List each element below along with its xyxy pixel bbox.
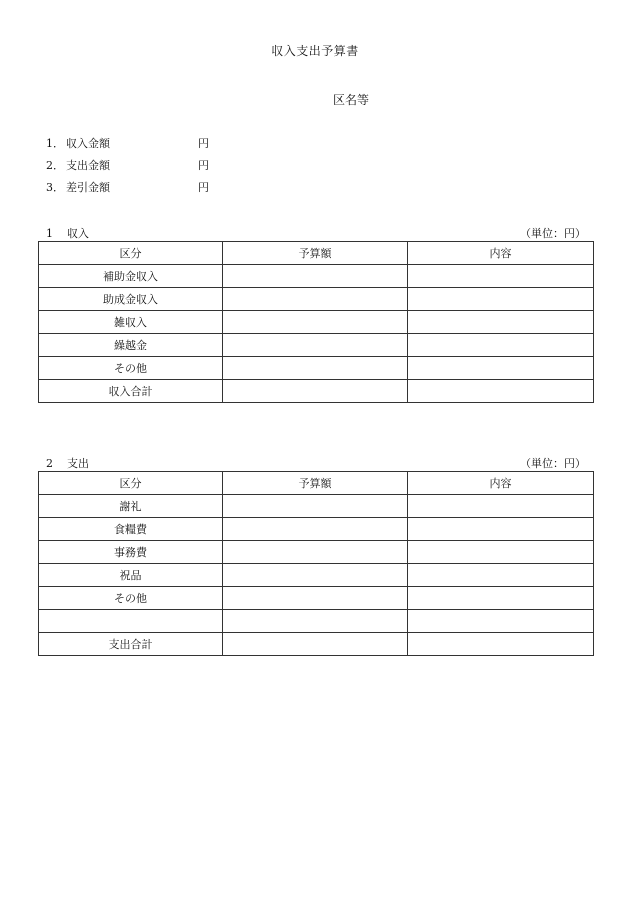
- table-row: [39, 495, 594, 518]
- details-cell[interactable]: [408, 334, 594, 357]
- budget-cell[interactable]: [223, 288, 408, 311]
- budget-cell[interactable]: [223, 334, 408, 357]
- column-header-details: 内容: [408, 472, 594, 495]
- budget-cell[interactable]: [223, 311, 408, 334]
- row-category: 繰越金: [39, 334, 223, 357]
- table-row: [39, 564, 594, 587]
- section-title: 収入: [67, 227, 89, 240]
- expense-table: [38, 471, 594, 656]
- table-header-row: [39, 472, 594, 495]
- details-cell[interactable]: [408, 357, 594, 380]
- expense-section-heading: [46, 455, 586, 471]
- budget-cell[interactable]: [223, 564, 408, 587]
- row-category: その他: [39, 587, 223, 610]
- section-number: 1: [46, 227, 53, 240]
- section-number: 2: [46, 457, 53, 470]
- details-cell[interactable]: [408, 541, 594, 564]
- details-cell[interactable]: [408, 380, 594, 403]
- summary-unit: 円: [198, 181, 209, 194]
- row-category: 謝礼: [39, 495, 223, 518]
- details-cell[interactable]: [408, 265, 594, 288]
- unit-note: （単位：円）: [520, 457, 586, 470]
- details-cell[interactable]: [408, 633, 594, 656]
- section-title: 支出: [67, 457, 89, 470]
- table-row: [39, 265, 594, 288]
- details-cell[interactable]: [408, 495, 594, 518]
- income-table: [38, 241, 594, 403]
- district-label: 区名等: [333, 93, 370, 107]
- table-row: [39, 334, 594, 357]
- row-category: 雑収入: [39, 311, 223, 334]
- table-row: [39, 541, 594, 564]
- income-section-heading: [46, 225, 586, 241]
- row-category: 助成金収入: [39, 288, 223, 311]
- row-category: 食糧費: [39, 518, 223, 541]
- column-header-category: 区分: [39, 242, 223, 265]
- column-header-budget: 予算額: [223, 472, 408, 495]
- table-row: [39, 587, 594, 610]
- unit-note: （単位：円）: [520, 227, 586, 240]
- budget-cell[interactable]: [223, 633, 408, 656]
- budget-cell[interactable]: [223, 541, 408, 564]
- budget-cell[interactable]: [223, 357, 408, 380]
- table-row: [39, 288, 594, 311]
- budget-cell[interactable]: [223, 265, 408, 288]
- details-cell[interactable]: [408, 311, 594, 334]
- row-category: 支出合計: [39, 633, 223, 656]
- table-row: [39, 518, 594, 541]
- details-cell[interactable]: [408, 518, 594, 541]
- row-category: 収入合計: [39, 380, 223, 403]
- budget-cell[interactable]: [223, 518, 408, 541]
- row-category: 祝品: [39, 564, 223, 587]
- budget-cell[interactable]: [223, 380, 408, 403]
- summary-expense: [46, 157, 209, 173]
- table-row: [39, 357, 594, 380]
- table-total-row: [39, 633, 594, 656]
- summary-number: 1．: [46, 137, 64, 150]
- column-header-budget: 予算額: [223, 242, 408, 265]
- row-category: 補助金収入: [39, 265, 223, 288]
- summary-unit: 円: [198, 159, 209, 172]
- summary-number: 2．: [46, 159, 64, 172]
- summary-unit: 円: [198, 137, 209, 150]
- summary-label: 差引金額: [66, 181, 110, 194]
- document-title: 収入支出予算書: [271, 44, 359, 58]
- details-cell[interactable]: [408, 288, 594, 311]
- row-category[interactable]: [39, 610, 223, 633]
- table-row: [39, 311, 594, 334]
- column-header-details: 内容: [408, 242, 594, 265]
- table-row: [39, 610, 594, 633]
- row-category: その他: [39, 357, 223, 380]
- details-cell[interactable]: [408, 610, 594, 633]
- details-cell[interactable]: [408, 564, 594, 587]
- summary-income: [46, 135, 209, 151]
- table-header-row: [39, 242, 594, 265]
- budget-cell[interactable]: [223, 495, 408, 518]
- column-header-category: 区分: [39, 472, 223, 495]
- details-cell[interactable]: [408, 587, 594, 610]
- table-total-row: [39, 380, 594, 403]
- budget-cell[interactable]: [223, 587, 408, 610]
- budget-cell[interactable]: [223, 610, 408, 633]
- row-category: 事務費: [39, 541, 223, 564]
- summary-balance: [46, 179, 209, 195]
- summary-label: 収入金額: [66, 137, 110, 150]
- summary-label: 支出金額: [66, 159, 110, 172]
- summary-number: 3．: [46, 181, 64, 194]
